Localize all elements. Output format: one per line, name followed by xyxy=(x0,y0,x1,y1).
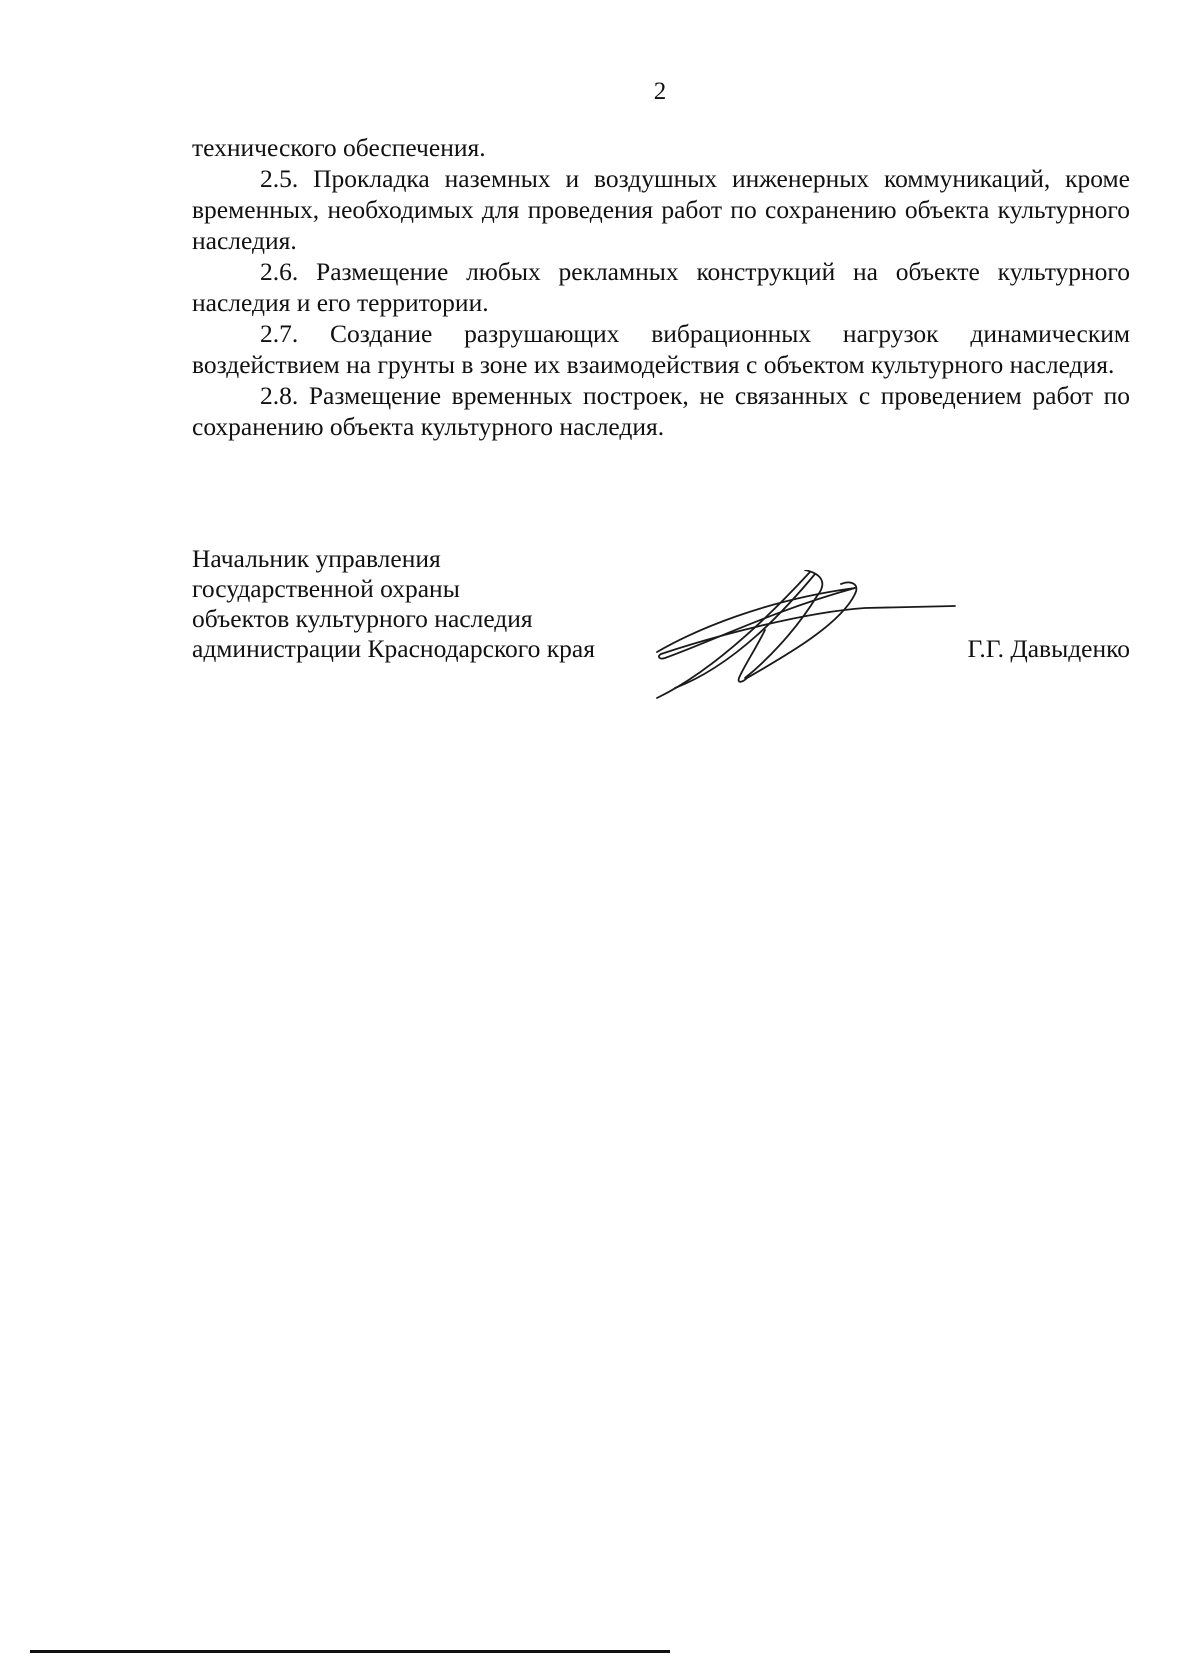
signatory-title-line: государственной охраны xyxy=(192,574,460,603)
page-number: 2 xyxy=(653,78,667,105)
signatory-title-line: Начальник управления xyxy=(192,544,441,573)
signatory-title-line: объектов культурного наследия xyxy=(192,604,533,633)
document-body xyxy=(192,132,1130,442)
signatory-title xyxy=(192,544,595,664)
footer-divider xyxy=(30,1650,670,1653)
paragraph-2-8: 2.8. Размещение временных построек, не связанных с проведением работ по сохранению объекта культурного наследия. xyxy=(192,381,1130,441)
paragraph-continuation: технического обеспечения. xyxy=(192,133,486,162)
paragraph-2-7: 2.7. Создание разрушающих вибрационных нагрузок динамическим воздействием на грунты в зоне их взаимодействия с объектом культурного наследия. xyxy=(192,319,1130,379)
paragraph-2-5: 2.5. Прокладка наземных и воздушных инженерных коммуникаций, кроме временных, необходимых для проведения работ по сохранению объекта культурного наследия. xyxy=(192,164,1130,255)
signatory-name: Г.Г. Давыденко xyxy=(967,634,1130,663)
handwritten-signature xyxy=(655,570,960,700)
paragraph-2-6: 2.6. Размещение любых рекламных конструкций на объекте культурного наследия и его территории. xyxy=(192,257,1130,317)
signatory-title-line: администрации Краснодарского края xyxy=(192,634,595,663)
